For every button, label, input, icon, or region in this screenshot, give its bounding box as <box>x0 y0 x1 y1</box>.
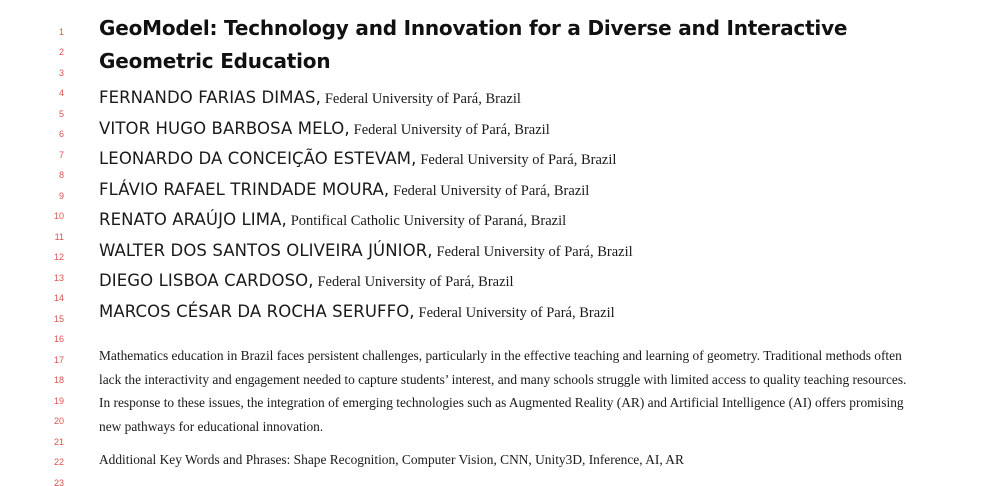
author-affiliation: Federal University of Pará, Brazil <box>418 304 615 321</box>
author-entry <box>99 178 589 203</box>
author-name: DIEGO LISBOA CARDOSO <box>99 271 309 290</box>
line-number: 22 <box>53 457 64 467</box>
line-number: 14 <box>53 293 64 303</box>
line-number: 7 <box>58 150 64 160</box>
line-number: 13 <box>53 273 64 283</box>
author-entry <box>99 300 615 325</box>
author-separator: , <box>315 88 321 107</box>
author-affiliation: Federal University of Pará, Brazil <box>317 274 514 290</box>
line-number: 10 <box>53 211 64 221</box>
author-name: MARCOS CÉSAR DA ROCHA SERUFFO <box>99 301 410 321</box>
line-number: 15 <box>53 314 64 324</box>
line-number: 21 <box>53 437 64 447</box>
line-number: 8 <box>58 170 64 180</box>
line-number: 4 <box>58 88 64 98</box>
author-entry <box>99 239 633 264</box>
author-affiliation: Federal University of Pará, Brazil <box>324 91 521 107</box>
author-entry <box>99 147 616 172</box>
line-number: 5 <box>58 109 64 119</box>
author-name: RENATO ARAÚJO LIMA <box>99 210 282 229</box>
author-separator: , <box>383 179 390 199</box>
author-name: WALTER DOS SANTOS OLIVEIRA JÚNIOR <box>99 240 428 260</box>
author-separator: , <box>409 301 415 321</box>
line-number: 23 <box>53 478 64 486</box>
line-number: 16 <box>53 334 64 344</box>
author-separator: , <box>411 149 417 168</box>
author-entry <box>99 86 521 111</box>
author-name: LEONARDO DA CONCEIÇÃO ESTEVAM <box>99 149 412 168</box>
author-affiliation: Federal University of Pará, Brazil <box>353 121 550 138</box>
line-number: 20 <box>53 416 64 426</box>
author-separator: , <box>344 118 350 138</box>
author-name: FERNANDO FARIAS DIMAS <box>99 88 316 107</box>
line-number: 6 <box>58 129 64 139</box>
line-number: 9 <box>58 191 64 201</box>
author-name: FLÁVIO RAFAEL TRINDADE MOURA <box>99 179 384 199</box>
author-affiliation: Federal University of Pará, Brazil <box>393 182 590 199</box>
author-affiliation: Pontifical Catholic University of Paraná, Brazil <box>290 213 567 229</box>
line-number: 12 <box>53 252 64 262</box>
author-entry <box>99 208 566 233</box>
author-separator: , <box>281 210 287 229</box>
author-entry <box>99 269 514 294</box>
line-number: 17 <box>53 355 64 365</box>
author-separator: , <box>308 271 314 290</box>
line-number: 2 <box>58 47 64 57</box>
author-affiliation: Federal University of Pará, Brazil <box>436 243 633 260</box>
author-separator: , <box>427 240 433 260</box>
author-entry <box>99 117 550 142</box>
author-affiliation: Federal University of Pará, Brazil <box>420 152 617 168</box>
line-number: 1 <box>58 27 64 37</box>
keywords-line: Additional Key Words and Phrases: Shape Recognition, Computer Vision, CNN, Unity3D, Inference, AI, AR <box>99 452 684 467</box>
paper-title: GeoModel: Technology and Innovation for a Diverse and Interactive Geometric Education <box>99 16 848 73</box>
line-number: 19 <box>53 396 64 406</box>
line-number: 18 <box>53 375 64 385</box>
abstract-paragraph: Mathematics education in Brazil faces persistent challenges, particularly in the effective teaching and learning of geometry. Traditional methods often lack the interactivity and engagement needed to capture students’ interest, and many schools struggle with limited access to quality teaching resources. In response to these issues, the integration of emerging technologies such as Augmented Reality (AR) and Artificial Intelligence (AI) offers promising new pathways for educational innovation. <box>99 348 907 434</box>
author-name: VITOR HUGO BARBOSA MELO <box>99 118 345 138</box>
line-number: 3 <box>58 68 64 78</box>
line-number: 11 <box>54 232 64 242</box>
